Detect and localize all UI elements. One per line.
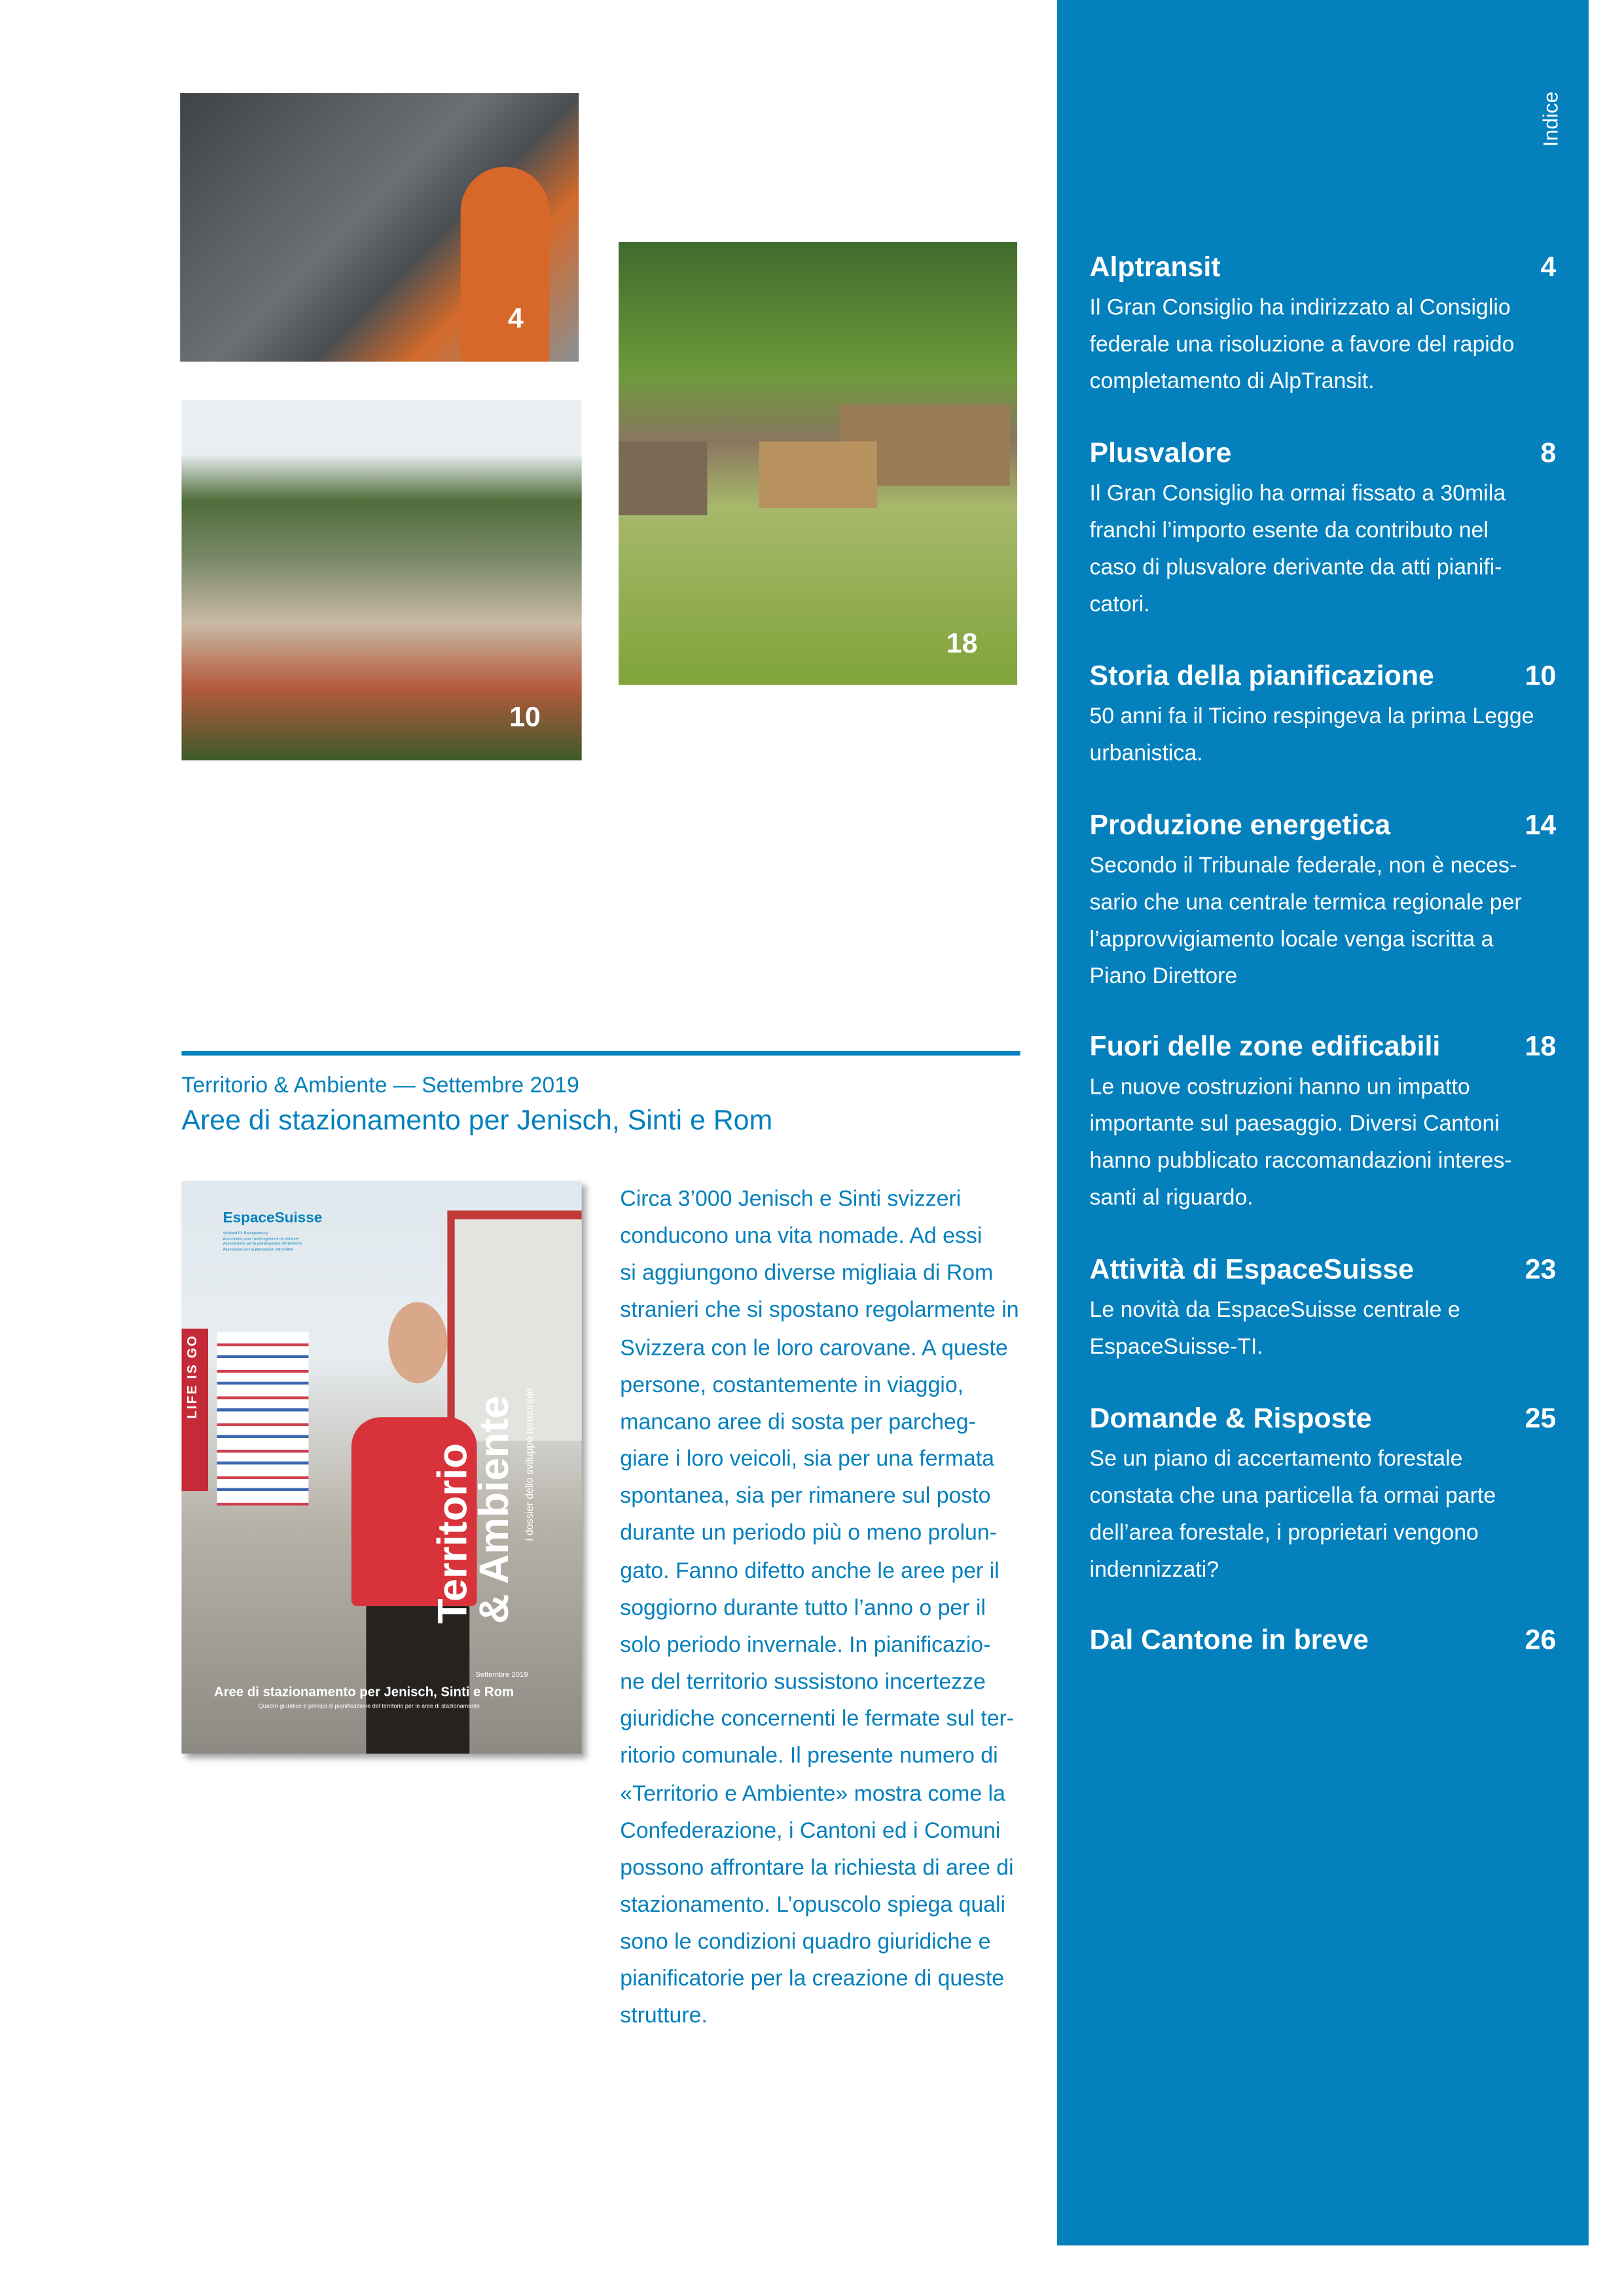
- index-entry[interactable]: [1090, 1399, 1557, 1589]
- article-body-line: Confederazione, i Cantoni ed i Comuni: [620, 1818, 1001, 1844]
- banner-text: LIFE IS GO: [184, 1334, 200, 1419]
- index-entry-line: completamento di AlpTransit.: [1089, 369, 1375, 395]
- index-entry-line: dell’area forestale, i proprietari vengono: [1089, 1520, 1479, 1547]
- brand-line: Verband für Raumplanung: [223, 1231, 268, 1236]
- article-body-line: stazionamento. L’opuscolo spiega quali: [620, 1892, 1006, 1918]
- index-entry-line: hanno pubblicato raccomandazioni interes-: [1089, 1149, 1512, 1174]
- index-entry-page: 26: [1525, 1625, 1557, 1657]
- photo-page-number: 18: [946, 628, 978, 660]
- article-body-line: conducono una vita nomade. Ad essi: [620, 1224, 983, 1249]
- brand-line: Associaziun per la planisaziun dal territori: [223, 1246, 294, 1251]
- article-body-line: sono le condizioni quadro giuridiche e: [620, 1929, 991, 1955]
- article-body-line: giuridiche concernenti le fermate sul ter-: [620, 1706, 1015, 1732]
- photo-page-number: 10: [509, 702, 541, 734]
- article-body-line: solo periodo invernale. In pianificazio-: [620, 1632, 991, 1658]
- brand-line: Association pour l’aménagement du territoire: [223, 1236, 299, 1241]
- cover-subheadline: Quadro giuridico e principi di pianificazione del territorio per le aree di stazionamento: [258, 1702, 480, 1710]
- index-entry-line: 50 anni fa il Ticino respingeva la prima Legge: [1089, 704, 1534, 730]
- article-title: Aree di stazionamento per Jenisch, Sinti e Rom: [181, 1105, 773, 1137]
- cover-subtitle: I dossier dello sviluppo territoriale: [525, 1388, 536, 1541]
- index-entry[interactable]: [1090, 1621, 1557, 1662]
- index-entry-header: [1090, 806, 1557, 848]
- index-entry-line: Piano Direttore: [1089, 964, 1238, 990]
- index-entry[interactable]: [1090, 806, 1557, 996]
- article-body-line: soggiorno durante tutto l’anno o per il: [620, 1595, 986, 1621]
- banner-towel: [181, 1329, 208, 1491]
- article-body-line: ritorio comunale. Il presente numero di: [620, 1744, 998, 1769]
- article-body-line: durante un periodo più o meno prolun-: [620, 1521, 997, 1547]
- cover-headline: Aree di stazionamento per Jenisch, Sinti e Rom: [214, 1684, 514, 1700]
- index-entry-line: santi al riguardo.: [1089, 1186, 1254, 1211]
- index-entry-description: [1090, 1292, 1557, 1366]
- article-body-line: pianificatorie per la creazione di queste: [620, 1966, 1005, 1992]
- index-entry-page: 4: [1540, 252, 1557, 284]
- index-entry-page: 25: [1525, 1403, 1557, 1435]
- index-entry-line: Se un piano di accertamento forestale: [1089, 1446, 1463, 1472]
- index-entry-header: [1090, 1250, 1557, 1291]
- article-body-line: Svizzera con le loro carovane. A queste: [620, 1335, 1008, 1361]
- index-entry-line: Le novità da EspaceSuisse centrale e: [1089, 1297, 1460, 1323]
- index-entry-title: Attività di EspaceSuisse: [1089, 1255, 1414, 1286]
- index-entry-line: l’approvvigiamento locale venga iscritta a: [1089, 927, 1494, 953]
- cover-brand-lines: [223, 1231, 302, 1252]
- article-body-line: Circa 3’000 Jenisch e Sinti svizzeri: [620, 1187, 962, 1212]
- index-entry-line: Le nuove costruzioni hanno un impatto: [1089, 1075, 1470, 1100]
- towel: [217, 1331, 309, 1505]
- index-entry-description: [1090, 698, 1557, 772]
- photo-page-number: 4: [507, 304, 524, 335]
- article-kicker: Territorio & Ambiente — Settembre 2019: [181, 1073, 579, 1099]
- index-entry[interactable]: [1090, 434, 1557, 624]
- index-entry-title: Alptransit: [1089, 252, 1221, 284]
- index-entry[interactable]: [1090, 1028, 1557, 1217]
- index-entry-line: EspaceSuisse-TI.: [1089, 1335, 1263, 1360]
- index-entry-header: [1090, 1028, 1557, 1069]
- index-entry-title: Domande & Risposte: [1089, 1403, 1372, 1435]
- cover-brand: EspaceSuisse: [223, 1210, 323, 1227]
- index-entry-line: federale una risoluzione a favore del rapido: [1089, 332, 1515, 358]
- section-divider: [181, 1051, 1020, 1056]
- article-body-line: spontanea, sia per rimanere sul posto: [620, 1484, 991, 1509]
- cover-title-line: Territorio: [429, 1443, 476, 1624]
- index-entry-title: Produzione energetica: [1089, 810, 1391, 842]
- publication-cover: [181, 1181, 581, 1753]
- article-body-line: ne del territorio sussistono incertezze: [620, 1670, 986, 1695]
- article-body-line: mancano aree di sosta per parcheg-: [620, 1409, 976, 1435]
- cover-date: Settembre 2019: [475, 1671, 528, 1680]
- index-entry-description: [1090, 1441, 1557, 1589]
- index-entry-description: [1090, 1069, 1557, 1217]
- index-entry-title: Dal Cantone in breve: [1089, 1625, 1369, 1657]
- article-body-line: possono affrontare la richiesta di aree di: [620, 1855, 1014, 1881]
- index-entry-page: 10: [1525, 661, 1557, 692]
- boy-trousers: [366, 1606, 469, 1754]
- article-body: [620, 1181, 1034, 2035]
- index-entry-line: Secondo il Tribunale federale, non è neces-: [1089, 853, 1517, 879]
- photo-alpine-huts: [619, 242, 1017, 685]
- index-entry-line: Il Gran Consiglio ha indirizzato al Consiglio: [1089, 295, 1511, 321]
- photo-lugano-city: [181, 400, 581, 760]
- index-label: Indice: [1538, 91, 1562, 147]
- brand-line: Associazione per la pianificazione del territorio: [223, 1241, 302, 1246]
- cover-title-line: & Ambiente: [471, 1395, 517, 1624]
- hut: [759, 441, 876, 507]
- index-entry-line: sario che una centrale termica regionale per: [1089, 890, 1522, 916]
- photo-tunnel-workers: [180, 93, 579, 362]
- index-entry-line: Il Gran Consiglio ha ormai fissato a 30mila: [1089, 481, 1506, 507]
- index-entry-header: [1090, 1621, 1557, 1662]
- index-entry-page: 23: [1525, 1255, 1557, 1286]
- index-entry-page: 18: [1525, 1031, 1557, 1063]
- index-entry-line: catori.: [1089, 592, 1150, 618]
- index-entry-description: [1090, 289, 1557, 401]
- index-entry[interactable]: [1090, 1250, 1557, 1366]
- index-entry-description: [1090, 475, 1557, 624]
- worker-figure: [461, 167, 549, 362]
- index-entry-title: Fuori delle zone edificabili: [1089, 1031, 1441, 1063]
- article-body-line: «Territorio e Ambiente» mostra come la: [620, 1781, 1005, 1806]
- index-entry-line: indennizzati?: [1089, 1558, 1219, 1583]
- article-body-line: giare i loro veicoli, sia per una fermata: [620, 1446, 995, 1472]
- index-entry-line: franchi l’importo esente da contributo nel: [1089, 518, 1489, 544]
- index-entry[interactable]: [1090, 248, 1557, 401]
- index-entry-line: caso di plusvalore derivante da atti pianifi-: [1089, 555, 1502, 581]
- hut: [619, 441, 707, 515]
- index-entry[interactable]: [1090, 657, 1557, 773]
- article-body-line: persone, costantemente in viaggio,: [620, 1372, 964, 1398]
- index-entry-page: 8: [1540, 438, 1557, 470]
- index-entry-description: [1090, 848, 1557, 996]
- index-entry-line: constata che una particella fa ormai parte: [1089, 1484, 1496, 1509]
- article-body-line: strutture.: [620, 2003, 708, 2030]
- article-body-line: gato. Fanno difetto anche le aree per il: [620, 1558, 1000, 1584]
- index-entry-line: urbanistica.: [1089, 741, 1203, 766]
- index-entry-header: [1090, 657, 1557, 698]
- index-entry-header: [1090, 434, 1557, 475]
- index-entry-title: Plusvalore: [1089, 438, 1232, 470]
- cover-title: [429, 1344, 517, 1624]
- index-entry-header: [1090, 1399, 1557, 1441]
- article-body-line: si aggiungono diverse migliaia di Rom: [620, 1261, 994, 1287]
- article-body-line: stranieri che si spostano regolarmente in: [620, 1298, 1019, 1323]
- index-entry-header: [1090, 248, 1557, 289]
- index-entry-page: 14: [1525, 810, 1557, 842]
- index-entry-line: importante sul paesaggio. Diversi Cantoni: [1089, 1111, 1500, 1138]
- index-entry-title: Storia della pianificazione: [1089, 661, 1434, 692]
